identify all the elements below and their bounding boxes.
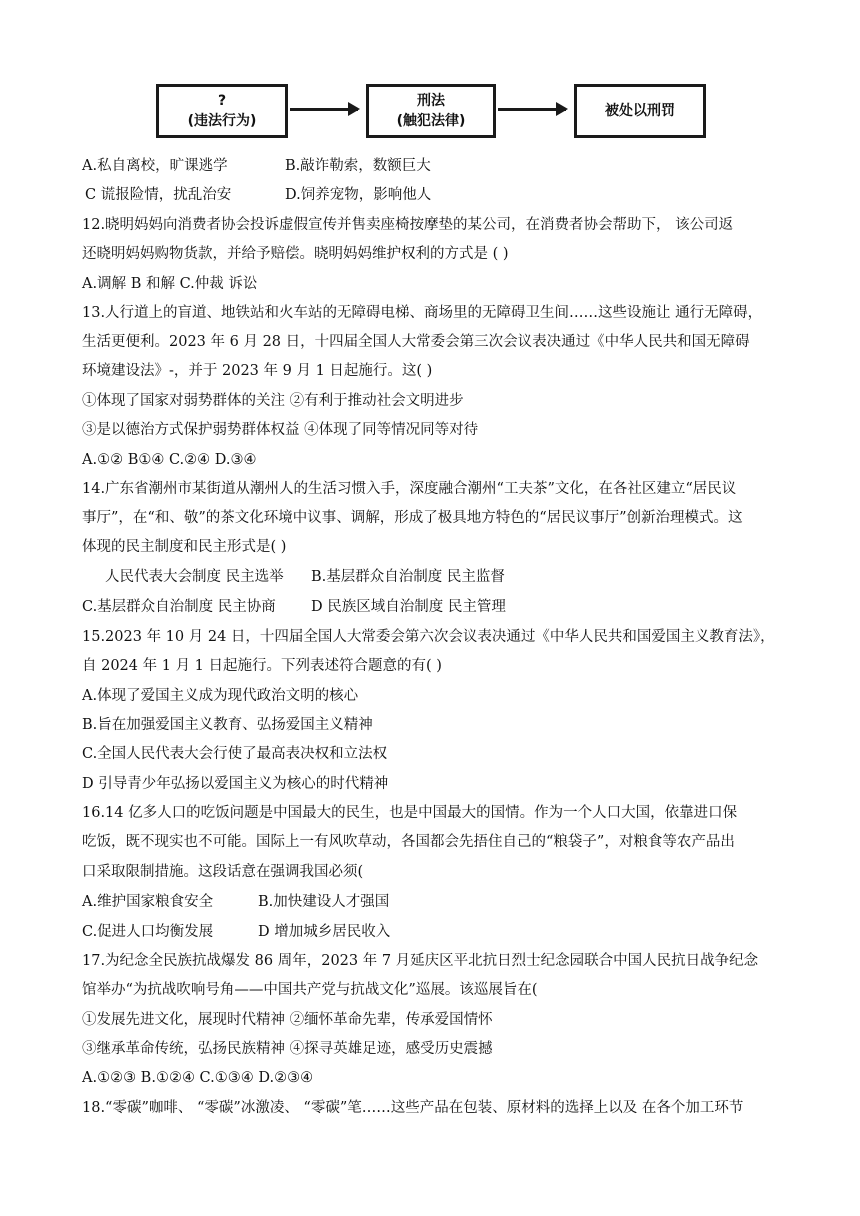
q13-options: A.①② B①④ C.②④ D.③④ bbox=[82, 452, 257, 468]
q12-options: A.调解 B 和解 C.仲裁 诉讼 bbox=[82, 276, 258, 292]
q17-stem-line: 17.为纪念全民族抗战爆发 86 周年，2023 年 7 月延庆区平北抗日烈士纪念园联合中国人民抗日战争纪念 bbox=[82, 953, 759, 969]
q15-stem-line: 自 2024 年 1 月 1 日起施行。下列表述符合题意的有( ) bbox=[82, 658, 442, 674]
q15-stem-line: 15.2023 年 10 月 24 日，十四届全国人大常委会第六次会议表决通过《中华人民共和国爱国主义教育法》， bbox=[82, 629, 775, 645]
diagram-box-criminal-law bbox=[366, 84, 496, 138]
diagram-box-label: ? bbox=[217, 93, 227, 109]
diagram-box-label: 刑法 bbox=[417, 93, 445, 109]
q13-stem-line: 生活更便利。2023 年 6 月 28 日，十四届全国人大常委会第三次会议表决通过《中华人民共和国无障碍 bbox=[82, 334, 750, 350]
q15-option-d: D 引导青少年弘扬以爱国主义为核心的时代精神 bbox=[82, 776, 389, 792]
diagram-box-sublabel: (触犯法律) bbox=[396, 113, 466, 129]
q14-option-d: D 民族区域自治制度 民主管理 bbox=[311, 599, 506, 615]
q16-stem-line: 16.14 亿多人口的吃饭问题是中国最大的民生，也是中国最大的国情。作为一个人口大国，依靠进口保 bbox=[82, 805, 738, 821]
arrow-right-icon bbox=[498, 108, 566, 111]
q13-stem-line: 13.人行道上的盲道、地铁站和火车站的无障碍电梯、商场里的无障碍卫生间……这些设施让 通行无障碍， bbox=[82, 305, 763, 321]
q17-statements: ③继承革命传统，弘扬民族精神 ④探寻英雄足迹，感受历史震撼 bbox=[82, 1041, 493, 1057]
q12-stem-line: 还晓明妈妈购物货款，并给予赔偿。晓明妈妈维护权利的方式是 ( ) bbox=[82, 246, 509, 262]
diagram-box-sublabel: (违法行为) bbox=[187, 113, 257, 129]
q13-statements: ③是以德治方式保护弱势群体权益 ④体现了同等情况同等对待 bbox=[82, 422, 479, 438]
q14-option-a: 人民代表大会制度 民主选举 bbox=[105, 569, 284, 585]
q11-option-c: C 谎报险情，扰乱治安 bbox=[85, 187, 232, 203]
q11-option-a: A.私自离校，旷课逃学 bbox=[82, 158, 228, 174]
q14-option-c: C.基层群众自治制度 民主协商 bbox=[82, 599, 276, 615]
q16-option-d: D 增加城乡居民收入 bbox=[258, 924, 391, 940]
arrow-right-icon bbox=[290, 108, 358, 111]
q16-option-a: A.维护国家粮食安全 bbox=[82, 894, 214, 910]
q15-option-a: A.体现了爱国主义成为现代政治文明的核心 bbox=[82, 688, 359, 704]
q14-option-b: B.基层群众自治制度 民主监督 bbox=[311, 569, 505, 585]
q14-stem-line: 体现的民主制度和民主形式是( ) bbox=[82, 539, 287, 555]
q15-option-c: C.全国人民代表大会行使了最高表决权和立法权 bbox=[82, 746, 388, 762]
q17-statements: ①发展先进文化，展现时代精神 ②缅怀革命先辈，传承爱国情怀 bbox=[82, 1012, 493, 1028]
q16-stem-line: 吃饭，既不现实也不可能。国际上一有风吹草动，各国都会先捂住自己的“粮袋子”，对粮食等农产品出 bbox=[82, 834, 735, 850]
q16-stem-line: 口采取限制措施。这段话意在强调我国必须( bbox=[82, 864, 364, 880]
q17-stem-line: 馆举办“为抗战吹响号角——中国共产党与抗战文化”巡展。该巡展旨在( bbox=[82, 982, 538, 998]
diagram-box-label: 被处以刑罚 bbox=[605, 103, 675, 119]
legal-flow-diagram bbox=[150, 84, 710, 152]
q15-option-b: B.旨在加强爱国主义教育、弘扬爱国主义精神 bbox=[82, 717, 373, 733]
q14-stem-line: 事厅”，在“和、敬”的茶文化环境中议事、调解，形成了极具地方特色的“居民议事厅”创新治理模式。这 bbox=[82, 510, 743, 526]
q11-option-b: B.敲诈勒索，数额巨大 bbox=[285, 158, 431, 174]
q14-stem-line: 14.广东省潮州市某街道从潮州人的生活习惯入手，深度融合潮州“工夫茶”文化，在各社区建立“居民议 bbox=[82, 481, 737, 497]
q12-stem-line: 12.晓明妈妈向消费者协会投诉虚假宣传并售卖座椅按摩垫的某公司，在消费者协会帮助下， 该公司返 bbox=[82, 217, 734, 233]
diagram-box-punishment bbox=[574, 84, 706, 138]
q13-statements: ①体现了国家对弱势群体的关注 ②有利于推动社会文明进步 bbox=[82, 393, 464, 409]
q17-options: A.①②③ B.①②④ C.①③④ D.②③④ bbox=[82, 1070, 314, 1086]
q16-option-b: B.加快建设人才强国 bbox=[258, 894, 390, 910]
q11-option-d: D.饲养宠物，影响他人 bbox=[285, 187, 432, 203]
diagram-box-illegal-act bbox=[156, 84, 288, 138]
q18-stem-line: 18.“零碳”咖啡、 “零碳”冰激凌、 “零碳”笔……这些产品在包装、原材料的选择上以及 在各个加工环节 bbox=[82, 1100, 744, 1116]
q13-stem-line: 环境建设法》-，并于 2023 年 9 月 1 日起施行。这( ) bbox=[82, 363, 433, 379]
q16-option-c: C.促进人口均衡发展 bbox=[82, 924, 214, 940]
